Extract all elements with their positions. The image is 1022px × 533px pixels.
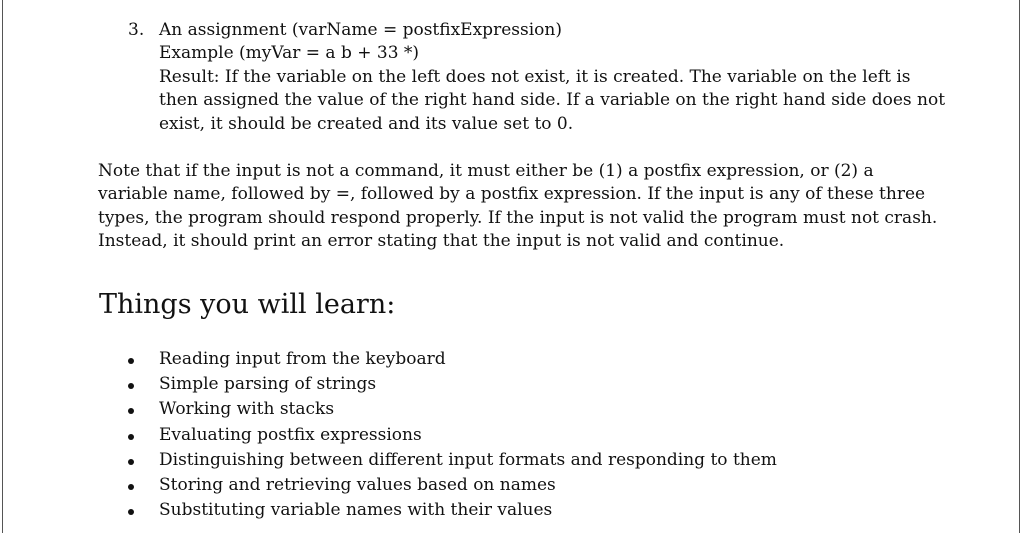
item-body (159, 19, 946, 136)
list-item-text: Storing and retrieving values based on names (159, 474, 556, 495)
note-paragraph (98, 160, 958, 254)
note-line: Note that if the input is not a command, it must either be (1) a postfix expression, or (2) a (98, 161, 874, 181)
section-heading: Things you will learn: (99, 289, 396, 320)
list-item-text: Working with stacks (159, 399, 335, 420)
bullet-icon (128, 408, 134, 414)
learning-list (124, 347, 777, 523)
note-line: Instead, it should print an error stating that the input is not valid and continue. (98, 231, 785, 252)
bullet-icon (128, 509, 134, 515)
item-line: then assigned the value of the right hand side. If a variable on the right hand side does not (159, 90, 946, 111)
list-item (124, 372, 777, 397)
bullet-icon (128, 358, 134, 364)
list-item-text: Substituting variable names with their values (159, 500, 553, 521)
document-page (2, 0, 1020, 533)
list-item (124, 347, 777, 372)
list-item (124, 397, 777, 422)
list-item-text: Distinguishing between different input formats and responding to them (159, 449, 777, 470)
list-item (124, 498, 777, 523)
bullet-icon (128, 383, 134, 389)
note-line: types, the program should respond properly. If the input is not valid the program must not crash. (98, 207, 938, 228)
item-line: Result: If the variable on the left does not exist, it is created. The variable on the left is (159, 66, 911, 87)
list-item-text: Simple parsing of strings (159, 374, 377, 395)
item-line: exist, it should be created and its value set to 0. (159, 113, 574, 134)
list-item-text: Reading input from the keyboard (159, 349, 446, 369)
list-item (124, 473, 777, 498)
item-line: Example (myVar = a b + 33 *) (159, 43, 420, 64)
list-item (124, 448, 777, 473)
list-item (124, 423, 777, 448)
item-line: An assignment (varName = postfixExpression) (159, 20, 562, 40)
bullet-icon (128, 459, 134, 465)
note-line: variable name, followed by =, followed by a postfix expression. If the input is any of these three (98, 184, 926, 205)
bullet-icon (128, 434, 134, 440)
list-item-text: Evaluating postfix expressions (159, 424, 422, 445)
numbered-item-3 (128, 19, 946, 136)
bullet-icon (128, 484, 134, 490)
item-number: 3. (128, 20, 145, 40)
